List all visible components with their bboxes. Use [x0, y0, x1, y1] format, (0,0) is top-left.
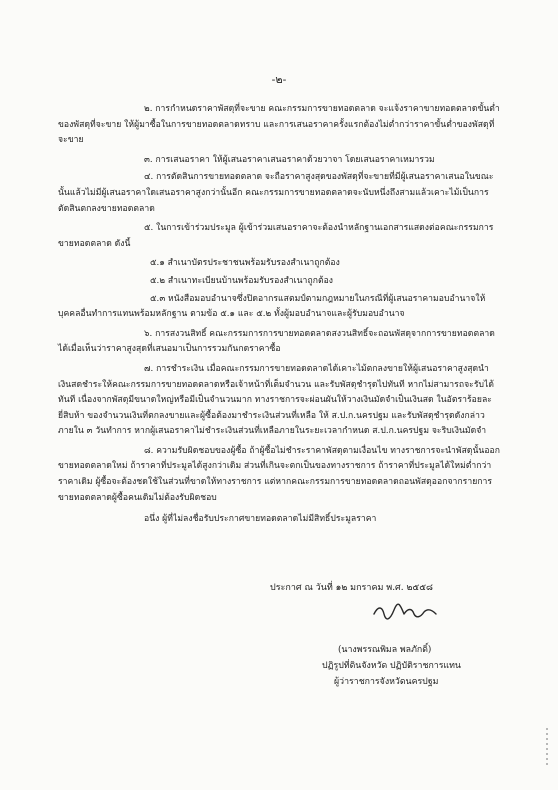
- announcement-body: [58, 102, 503, 532]
- clause-5-2: ๕.๒ สำเนาทะเบียนบ้านพร้อมรับรองสำเนาถูกต้อง: [150, 275, 334, 286]
- signatory-block: [322, 642, 522, 690]
- closing-note: อนึ่ง ผู้ที่ไม่ลงชื่อรับประกาศขายทอดตลาดไม่มีสิทธิ์ประมูลราคา: [144, 514, 377, 525]
- signatory-position-2: ผู้ว่าราชการจังหวัดนครปฐม: [334, 677, 439, 687]
- clause-2: ๒. การกำหนดราคาพัสดุที่จะขาย คณะกรรมการขายทอดตลาด จะแจ้งราคาขายทอดตลาดขั้นต่ำของพัสดุที่จะขาย ให้ผู้มาซื้อในการขายทอดตลาดทราบ และการเสนอราคาครั้งแรกต้องไม่ต่ำกว่าราคาขั้นต่ำของพัสดุที่จะขาย: [58, 104, 500, 146]
- page-number: -๒-: [271, 73, 287, 86]
- signatory-position-1: ปฏิรูปที่ดินจังหวัด ปฏิบัติราชการแทน: [322, 661, 461, 671]
- announcement-date: ประกาศ ณ วันที่ ๑๒ มกราคม พ.ศ. ๒๕๕๘: [270, 583, 433, 593]
- clause-7: ๗. การชำระเงิน เมื่อคณะกรรมการขายทอดตลาดได้เคาะไม้ตกลงขายให้ผู้เสนอราคาสูงสุดนำเงินสดชำระให้คณะกรรมการขายทอดตลาดหรือเจ้าหน้าที่เต็มจำนวน และรับพัสดุชำรุดไปทันที หากไม่สามารถจะรับได้ทันที เนื่องจากพัสดุมีขนาดใหญ่หรือมีเป็นจำนวนมาก ทางราชการจะผ่อนผันให้วางเงินมัดจำเป็นเงินสด ในอัตราร้อยละยี่สิบห้า ของจำนวนเงินที่ตกลงขายและผู้ซื้อต้องมาชำระเงินส่วนที่เหลือ ให้ ส.ป.ก.นครปฐม และรับพัสดุชำรุดดังกล่าว ภายใน ๓ วันทำการ หากผู้เสนอราคาไม่ชำระเงินส่วนที่เหลือภายในระยะเวลากำหนด ส.ป.ก.นครปฐม จะริบเงินมัดจำ: [58, 363, 495, 437]
- clause-6: ๖. การสงวนสิทธิ์ คณะกรรมการการขายทอดตลาดสงวนสิทธิ์จะถอนพัสดุจากการขายทอดตลาดได้เมื่อเห็นว่าราคาสูงสุดที่เสนอมาเป็นการรวมกันกดราคาซื้อ: [58, 328, 495, 355]
- clause-3: ๓. การเสนอราคา ให้ผู้เสนอราคาเสนอราคาด้วยวาจา โดยเสนอราคาเหมารวม: [144, 154, 435, 165]
- scan-edge-mark: [544, 728, 550, 768]
- clause-5: ๕. ในการเข้าร่วมประมูล ผู้เข้าร่วมเสนอราคาจะต้องนำหลักฐานเอกสารแสดงต่อคณะกรรมการขายทอดตลาด ดังนี้: [58, 223, 494, 249]
- signatory-name: (นางพรรณพิมล พลภักดิ์): [338, 645, 432, 655]
- clause-8: ๘. ความรับผิดชอบของผู้ซื้อ ถ้าผู้ซื้อไม่ชำระราคาพัสดุตามเงื่อนไข ทางราชการจะนำพัสดุนั้นออกขายทอดตลาดใหม่ ถ้าราคาที่ประมูลได้สูงกว่าเดิม ส่วนที่เกินจะตกเป็นของทางราชการ ถ้าราคาที่ประมูลได้ใหม่ต่ำกว่าราคาเดิม ผู้ซื้อจะต้องชดใช้ในส่วนที่ขาดให้ทางราชการ แต่หากคณะกรรมการขายทอดตลาดถอนพัสดุออกจากรายการขายทอดตลาดผู้ซื้อคนเดิมไม่ต้องรับผิดชอบ: [58, 445, 501, 503]
- clause-5-1: ๕.๑ สำเนาบัตรประชาชนพร้อมรับรองสำเนาถูกต้อง: [150, 258, 340, 269]
- handwritten-signature: [370, 600, 450, 622]
- clause-5-3: ๕.๓ หนังสือมอบอำนาจซึ่งปิดอากรแสตมป์ตามกฎหมายในกรณีที่ผู้เสนอราคามอบอำนาจให้บุคคลอื่นทำการแทนพร้อมหลักฐาน ตามข้อ ๕.๑ และ ๕.๒ ทั้งผู้มอบอำนาจและผู้รับมอบอำนาจ: [58, 293, 486, 320]
- clause-4: ๔. การตัดสินการขายทอดตลาด จะถือราคาสูงสุดของพัสดุที่จะขายที่มีผู้เสนอราคาเสนอในขณะนั้นแล้วไม่มีผู้เสนอราคาใดเสนอราคาสูงกว่านั้นอีก คณะกรรมการขายทอดตลาดจะนับหนึ่งถึงสามแล้วเคาะไม้เป็นการตัดสินตกลงขายทอดตลาด: [58, 172, 494, 214]
